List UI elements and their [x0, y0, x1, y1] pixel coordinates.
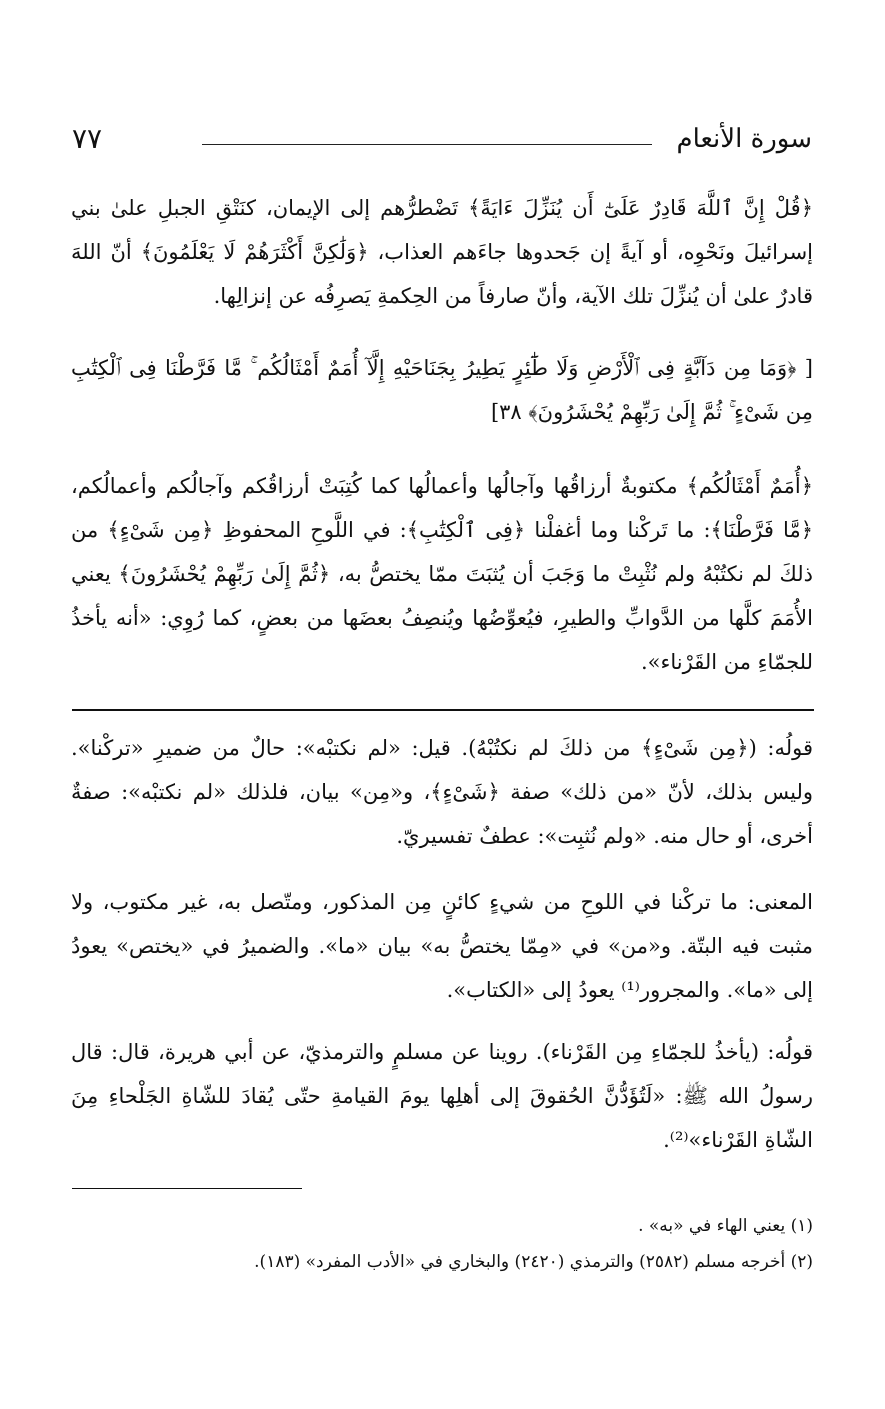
commentary-text: قولُه: (﴿مِن شَىْءٍ﴾ من ذلكَ لم نكتُبْهُ). قيل: «لم نكتبْه»: حالٌ من ضميرِ «تركْنا». وليس بذلك، لأنّ «من ذلك» صفة ﴿شَىْءٍ﴾، و«مِن» بيان، فلذلك «لم نكتبْه»: صفةٌ أخرى، أو حال منه. «ولم نُثبِت»: عطفٌ تفسيريّ.: [71, 736, 813, 848]
header-rule: [202, 144, 652, 145]
quran-verse-38: [71, 346, 813, 434]
page-number: ٧٧: [72, 122, 103, 155]
tafsir-text: ﴿أُمَمٌ أَمْثَالُكُم﴾ مكتوبةٌ أرزاقُها وآجالُها وأعمالُها كما كُتِبَتْ أرزاقُكم وآجالُكم وأعمالُكم، ﴿مَّا فَرَّطْنَا﴾: ما تَركْنا وما أغفلْنا ﴿فِى ٱلْكِتَٰبِ﴾: في اللَّوحِ المحفوظِ ﴿مِن شَىْءٍ﴾ من ذلكَ لم نكتُبْهُ ولم نُثْبِتْ ما وَجَبَ أن يُثبَتَ ممّا يختصُّ به، ﴿ثُمَّ إِلَىٰ رَبِّهِمْ يُحْشَرُونَ﴾ يعني الأُمَمَ كلَّها من الدَّوابِّ والطيرِ، فيُعوِّضُها ويُنصِفُ بعضَها من بعضٍ، كما رُوِي: «أنه يأخذُ للجمّاءِ من القَرْناء».: [71, 474, 813, 674]
commentary-divider: [72, 709, 814, 711]
footnote-rule: [72, 1188, 302, 1189]
verse-text: [ ﴿وَمَا مِن دَآبَّةٍ فِى ٱلْأَرْضِ وَلَا طَٰٓئِرٍ يَطِيرُ بِجَنَاحَيْهِ إِلَّآ أُمَمٌ أَمْثَالُكُم ۚ مَّا فَرَّطْنَا فِى ٱلْكِتَٰبِ مِن شَىْءٍ ۚ ثُمَّ إِلَىٰ رَبِّهِمْ يُحْشَرُونَ﴾ ٣٨]: [71, 356, 813, 424]
commentary-paragraph-2: [71, 880, 813, 1012]
footnotes: [71, 1208, 813, 1280]
commentary-paragraph-1: [71, 726, 813, 858]
tafsir-paragraph-1: [71, 186, 813, 318]
commentary-paragraph-3: [71, 1030, 813, 1162]
commentary-text: المعنى: ما تركْنا في اللوحِ من شيءٍ كائنٍ مِن المذكور، ومتّصل به، غير مكتوب، ولا مثبت فيه البتّة. و«من» في «مِمّا يختصُّ به» بيان «ما». والضميرُ في «يختص» يعودُ إلى «ما». والمجرور⁽¹⁾ يعودُ إلى «الكتاب».: [71, 890, 813, 1002]
footnote-2: (٢) أخرجه مسلم (٢٥٨٢) والترمذي (٢٤٢٠) والبخاري في «الأدب المفرد» (١٨٣).: [254, 1252, 813, 1272]
tafsir-paragraph-2: [71, 464, 813, 684]
page-header: [72, 120, 812, 160]
commentary-text: قولُه: (يأخذُ للجمّاءِ مِن القَرْناء). روينا عن مسلمٍ والترمذيّ، عن أبي هريرة، قال: قال رسولُ الله ﷺ: «لَتُؤَدُّنَّ الحُقوقَ إلى أهلِها يومَ القيامةِ حتّى يُقادَ للشّاةِ الجَلْحاءِ مِنَ الشّاةِ القَرْناء»⁽²⁾.: [71, 1040, 813, 1152]
tafsir-text: ﴿قُلْ إِنَّ ٱللَّهَ قَادِرٌ عَلَىٰٓ أَن يُنَزِّلَ ءَايَةً﴾ تَضْطرُّهم إلى الإيمان، كنَتْقِ الجبلِ علىٰ بني إسرائيلَ ونَحْوِه، أو آيةً إن جَحدوها جاءَهم العذاب، ﴿وَلَٰكِنَّ أَكْثَرَهُمْ لَا يَعْلَمُونَ﴾ أنّ اللهَ قادرٌ علىٰ أن يُنزِّلَ تلك الآية، وأنّ صارفاً من الحِكمةِ يَصرِفُه عن إنزالِها.: [71, 196, 813, 308]
surah-title: سورة الأنعام: [676, 124, 812, 154]
footnote-1: (١) يعني الهاء في «به» .: [638, 1216, 813, 1236]
